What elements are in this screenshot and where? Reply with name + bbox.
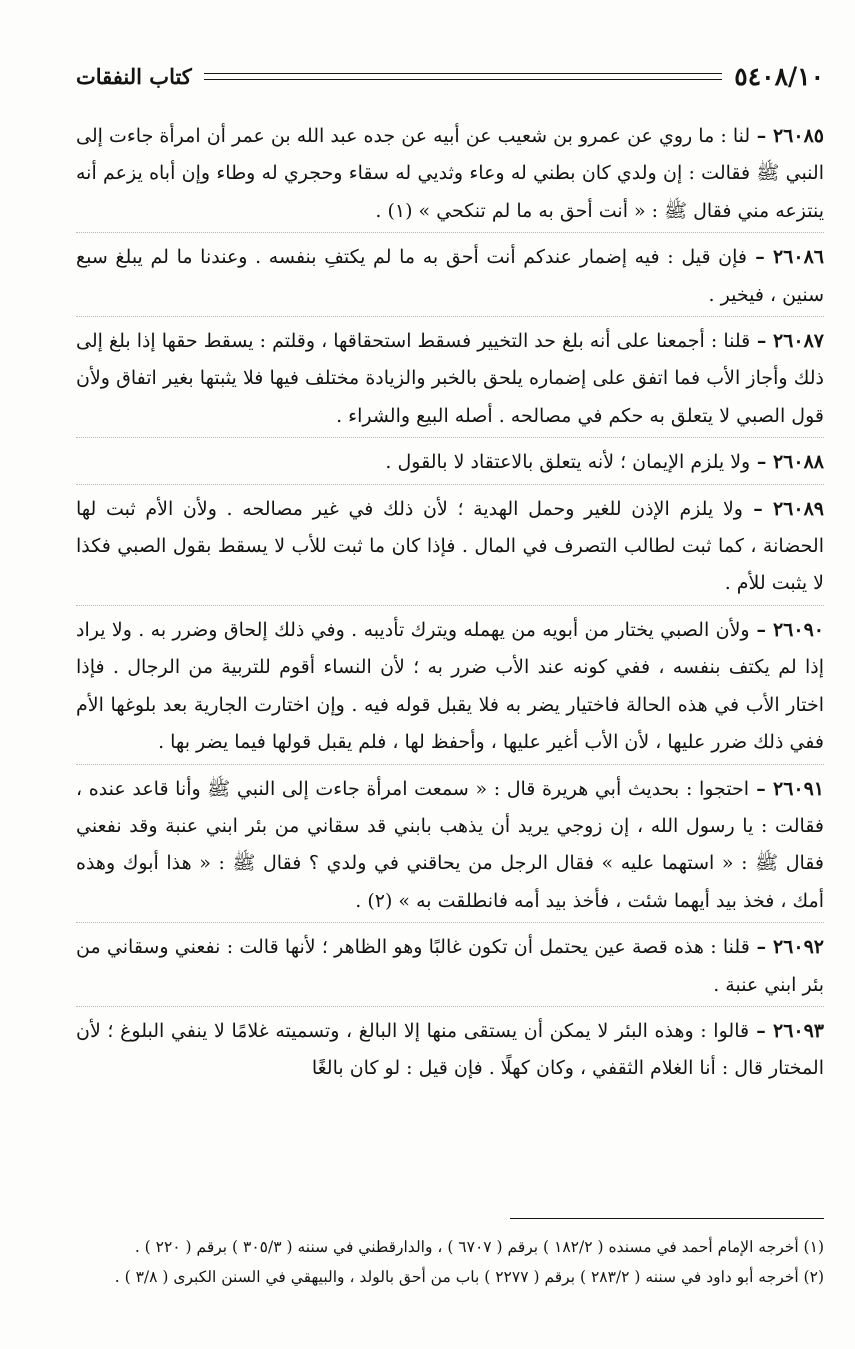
footnote-1: (١) أخرجه الإمام أحمد في مسنده ( ١٨٢/٢ ) برقم ( ٦٧٠٧ ) ، والدارقطني في سننه ( ٣٠٥/٣ ) برقم ( ٢٢٠ ) . <box>134 1238 824 1256</box>
book-title: كتاب النفقات <box>76 63 192 89</box>
paragraph-number: ٢٦٠٩٢ <box>772 936 824 959</box>
paragraph-text: احتجوا : بحديث أبي هريرة قال : « سمعت امرأة جاءت إلى النبي ﷺ وأنا قاعد عنده ، فقالت : يا رسول الله ، إن زوجي يريد أن يذهب بابني قد سقاني من بئر ابني عنبة وقد نفعني فقال ﷺ : « استهما عليه » فقال الرجل من يحاقني في ولدي ؟ فقال ﷺ : « هذا أبوك وهذه أمك ، فخذ بيد أيهما شئت ، فأخذ بيد أمه فانطلقت به » (٢) . <box>76 777 824 912</box>
header-rule <box>204 73 722 80</box>
paragraph-text: قلنا : هذه قصة عين يحتمل أن تكون غالبًا وهو الظاهر ؛ لأنها قالت : نفعني وسقاني من بئر ابني عنبة . <box>76 936 824 996</box>
paragraph-number: ٢٦٠٩١ <box>772 777 825 800</box>
paragraph-26089: ٢٦٠٨٩ – ولا يلزم الإذن للغير وحمل الهدية ؛ لأن ذلك في غير مصالحه . ولأن الأم ثبت لها الحضانة ، كما ثبت لطالب التصرف في المال . فإذا كان ما ثبت للأب لا يسقط بقول الصبي فكذا لا يثبت للأم . <box>76 491 824 606</box>
paragraph-26085: ٢٦٠٨٥ – لنا : ما روي عن عمرو بن شعيب عن أبيه عن جده عبد الله بن عمر أن امرأة جاءت إلى النبي ﷺ فقالت : إن ولدي كان بطني له وعاء وثديي له سقاء وحجري له وطاء وإن أباه يزعم أنه ينتزعه مني فقال ﷺ : « أنت أحق به ما لم تنكحي » (١) . <box>76 118 824 233</box>
paragraph-number: ٢٦٠٩٠ <box>772 618 824 641</box>
paragraph-text: فإن قيل : فيه إضمار عندكم أنت أحق به ما لم يكتفِ بنفسه . وعندنا ما لم يبلغ سبع سنين ، فيخير . <box>76 246 824 306</box>
paragraph-text: لنا : ما روي عن عمرو بن شعيب عن أبيه عن جده عبد الله بن عمر أن امرأة جاءت إلى النبي ﷺ فقالت : إن ولدي كان بطني له وعاء وثديي له سقاء وحجري له وطاء وإن أباه يزعم أنه ينتزعه مني فقال ﷺ : « أنت أحق به ما لم تنكحي » (١) . <box>76 125 824 222</box>
paragraph-26090: ٢٦٠٩٠ – ولأن الصبي يختار من أبويه من يهمله ويترك تأديبه . وفي ذلك إلحاق وضرر به . ولا يراد إذا لم يكتف بنفسه ، ففي كونه عند الأب ضرر به ؛ لأن النساء أقوم للتربية من الرجال . فإذا اختار الأب في هذه الحالة فاختيار يضر به فلا يقبل قوله فيه . وإن اختارت الجارية بعد بلوغها الأم ففي ذلك ضرر عليها ، لأن الأب أغير عليها ، وأحفظ لها ، فلم يقبل قولها فيما يضر بها . <box>76 612 824 765</box>
paragraph-text: ولا يلزم الإذن للغير وحمل الهدية ؛ لأن ذلك في غير مصالحه . ولأن الأم ثبت لها الحضانة ، كما ثبت لطالب التصرف في المال . فإذا كان ما ثبت للأب لا يسقط بقول الصبي فكذا لا يثبت للأم . <box>76 497 824 595</box>
paragraph-26086: ٢٦٠٨٦ – فإن قيل : فيه إضمار عندكم أنت أحق به ما لم يكتفِ بنفسه . وعندنا ما لم يبلغ سبع سنين ، فيخير . <box>76 239 824 317</box>
paragraph-number: ٢٦٠٨٦ <box>772 246 824 269</box>
paragraph-number: ٢٦٠٨٩ <box>772 497 824 520</box>
footnote-2: (٢) أخرجه أبو داود في سننه ( ٢٨٣/٢ ) برقم ( ٢٢٧٧ ) باب من أحق بالولد ، والبيهقي في السنن الكبرى ( ٣/٨ ) . <box>114 1268 824 1286</box>
paragraph-text: ولا يلزم الإيمان ؛ لأنه يتعلق بالاعتقاد لا بالقول . <box>385 451 751 474</box>
main-text <box>76 118 824 1096</box>
paragraph-text: قالوا : وهذه البئر لا يمكن أن يستقى منها إلا البالغ ، وتسميته غلامًا لا ينفي البلوغ ؛ لأن المختار قال : أنا الغلام الثقفي ، وكان كهلًا . فإن قيل : لو كان بالغًا <box>76 1019 824 1080</box>
paragraph-number: ٢٦٠٨٧ <box>772 330 824 353</box>
paragraph-26092: ٢٦٠٩٢ – قلنا : هذه قصة عين يحتمل أن تكون غالبًا وهو الظاهر ؛ لأنها قالت : نفعني وسقاني من بئر ابني عنبة . <box>76 929 824 1007</box>
paragraph-text: ولأن الصبي يختار من أبويه من يهمله ويترك تأديبه . وفي ذلك إلحاق وضرر به . ولا يراد إذا لم يكتف بنفسه ، ففي كونه عند الأب ضرر به ؛ لأن النساء أقوم للتربية من الرجال . فإذا اختار الأب في هذه الحالة فاختيار يضر به فلا يقبل قوله فيه . وإن اختارت الجارية بعد بلوغها الأم ففي ذلك ضرر عليها ، لأن الأب أغير عليها ، وأحفظ لها ، فلم يقبل قولها فيما يضر بها . <box>76 618 824 754</box>
paragraph-26087: ٢٦٠٨٧ – قلنا : أجمعنا على أنه بلغ حد التخيير فسقط استحقاقها ، وقلتم : يسقط حقها إذا بلغ إلى ذلك وأجاز الأب فما اتفق على إضماره يلحق بالخبر والزيادة مختلف فيها فلا يثبتها بغير اتفاق ولأن قول الصبي لا يتعلق به حكم في مصالحه . أصله البيع والشراء . <box>76 323 824 438</box>
footnotes <box>76 1232 824 1292</box>
page-header <box>76 56 824 96</box>
paragraph-26093: ٢٦٠٩٣ – قالوا : وهذه البئر لا يمكن أن يستقى منها إلا البالغ ، وتسميته غلامًا لا ينفي البلوغ ؛ لأن المختار قال : أنا الغلام الثقفي ، وكان كهلًا . فإن قيل : لو كان بالغًا <box>76 1019 825 1080</box>
paragraph-text: قلنا : أجمعنا على أنه بلغ حد التخيير فسقط استحقاقها ، وقلتم : يسقط حقها إذا بلغ إلى ذلك وأجاز الأب فما اتفق على إضماره يلحق بالخبر والزيادة مختلف فيها فلا يثبتها بغير اتفاق ولأن قول الصبي لا يتعلق به حكم في مصالحه . أصله البيع والشراء . <box>76 330 824 427</box>
paragraph-26088: ٢٦٠٨٨ – ولا يلزم الإيمان ؛ لأنه يتعلق بالاعتقاد لا بالقول . <box>76 444 824 484</box>
page-number: ٥٤٠٨/١٠ <box>734 61 824 91</box>
footnote-separator <box>510 1218 824 1219</box>
paragraph-number: ٢٦٠٨٥ <box>772 125 824 147</box>
paragraph-number: ٢٦٠٨٨ <box>772 451 824 474</box>
paragraph-26091: ٢٦٠٩١ – احتجوا : بحديث أبي هريرة قال : « سمعت امرأة جاءت إلى النبي ﷺ وأنا قاعد عنده ، فقالت : يا رسول الله ، إن زوجي يريد أن يذهب بابني قد سقاني من بئر ابني عنبة وقد نفعني فقال ﷺ : « استهما عليه » فقال الرجل من يحاقني في ولدي ؟ فقال ﷺ : « هذا أبوك وهذه أمك ، فخذ بيد أيهما شئت ، فأخذ بيد أمه فانطلقت به » (٢) . <box>76 771 824 924</box>
paragraph-number: ٢٦٠٩٣ <box>772 1019 825 1042</box>
